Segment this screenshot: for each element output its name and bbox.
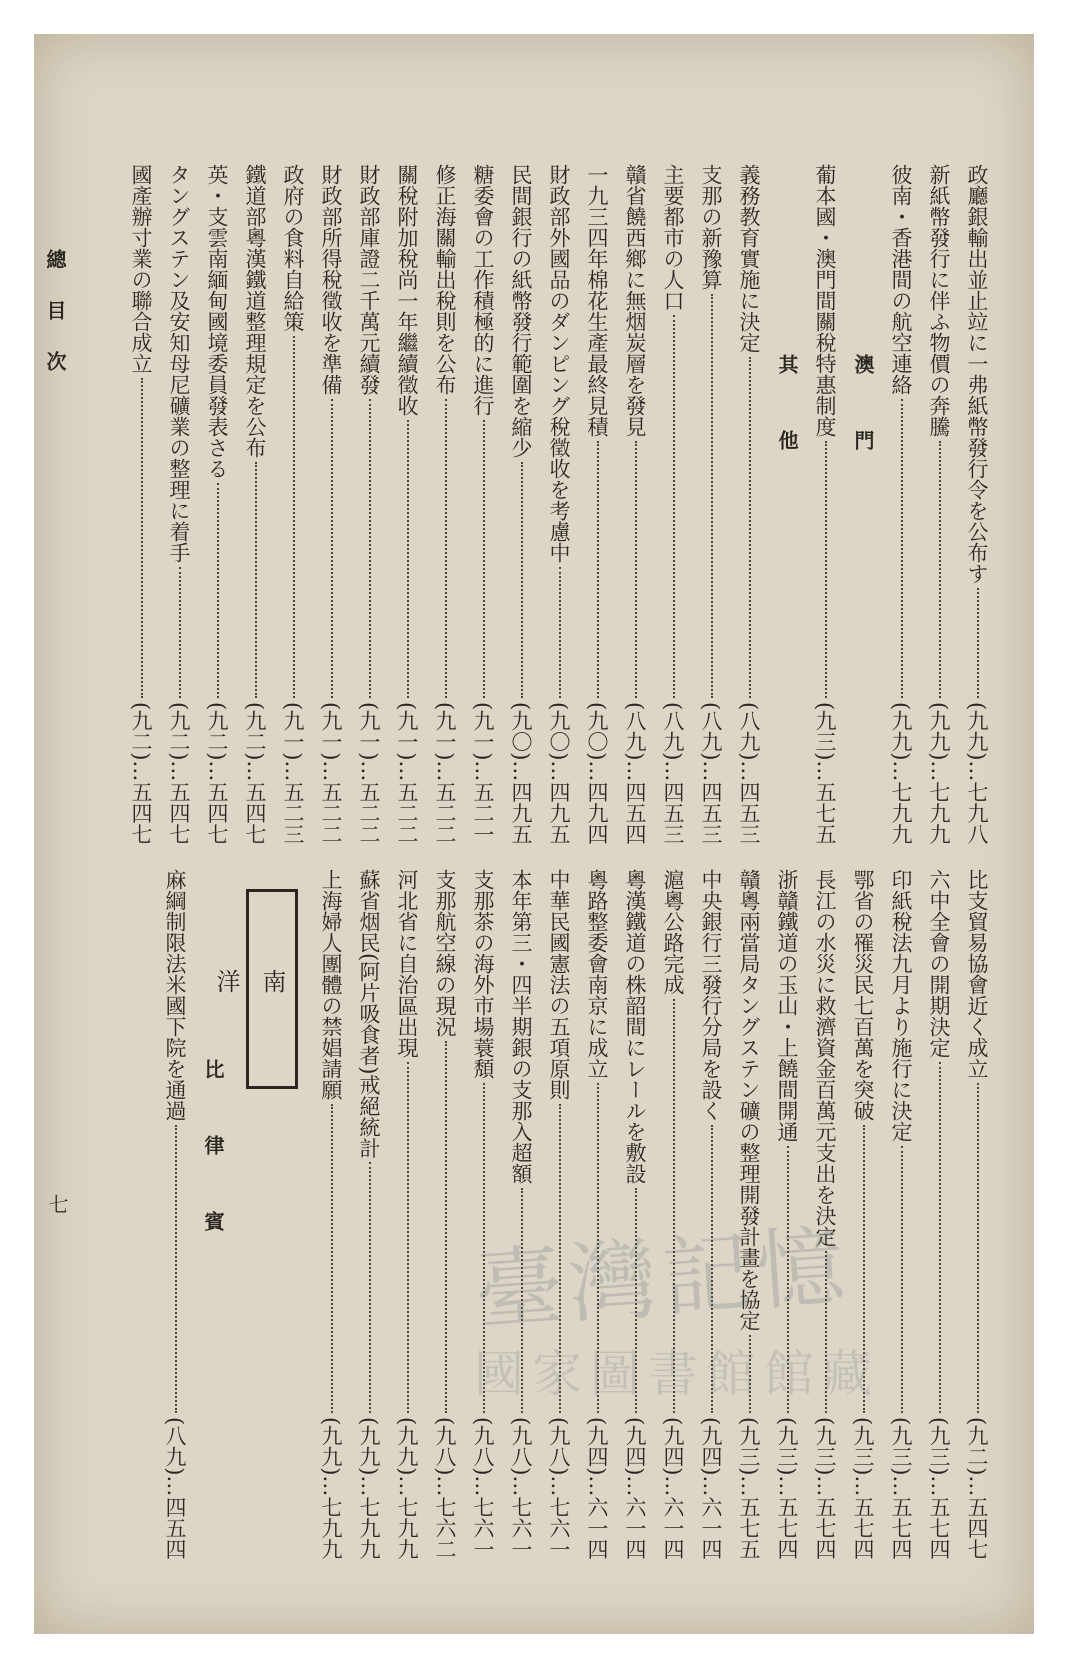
toc-entry (464, 164, 502, 844)
entry-title: 浙贛鐵道の玉山・上饒間開通 (775, 869, 799, 1142)
dot-leader (139, 378, 143, 698)
entry-page-ref: (九三)…五七四 (775, 1416, 799, 1559)
toc-entry (692, 164, 730, 844)
toc-entry (540, 869, 578, 1559)
toc-entry (806, 164, 844, 844)
entry-title: 主要都市の人口 (661, 164, 685, 311)
dot-leader (177, 567, 181, 698)
entry-title: 比支貿易協會近く成立 (965, 869, 989, 1079)
document-page (34, 34, 1034, 1634)
entry-title: 印紙稅法九月より施行に決定 (889, 869, 913, 1142)
toc-entry (464, 869, 502, 1559)
entry-page-ref: (九三)…五七四 (851, 1416, 875, 1559)
section-heading: 澳 門 (851, 354, 875, 468)
toc-entry (350, 869, 388, 1559)
entry-title: 支那茶の海外市場蓑頽 (471, 869, 495, 1079)
dot-leader (443, 399, 447, 698)
toc-entry (160, 164, 198, 844)
entry-title: 六中全會の開期決定 (927, 869, 951, 1058)
dot-leader (747, 357, 751, 698)
dot-leader (367, 399, 371, 698)
dot-leader (747, 1335, 751, 1413)
entry-page-ref: (九〇)…四九五 (547, 701, 571, 844)
entry-page-ref: (九一)…五二三 (281, 701, 305, 844)
entry-page-ref: (九八)…七六一 (509, 1416, 533, 1559)
entry-page-ref: (九〇)…四九五 (509, 701, 533, 844)
toc-entry (502, 869, 540, 1559)
toc-entry (882, 164, 920, 844)
entry-title: 政府の食料自給策 (281, 164, 305, 332)
dot-leader (709, 1125, 713, 1413)
page-number: 七 (45, 1194, 69, 1214)
entry-title: 財政部外國品のダンピング稅徵收を考慮中 (547, 164, 571, 563)
toc-entry (616, 869, 654, 1559)
entry-title: 國產辦寸業の聯合成立 (129, 164, 153, 374)
dot-leader (405, 1062, 409, 1413)
toc-entry (312, 869, 350, 1559)
entry-page-ref: (九九)…七九九 (889, 701, 913, 844)
watermark-sub: 國家圖書館館藏 (474, 1345, 880, 1403)
section-heading: 比 律 賓 (201, 1059, 225, 1249)
dot-leader (173, 1125, 177, 1413)
entry-title: 粵漢鐵道の株韶間にレールを敷設 (623, 869, 647, 1184)
toc-entry (388, 164, 426, 844)
toc-entry (540, 164, 578, 844)
entry-title: 糖委會の工作積極的に進行 (471, 164, 495, 416)
toc-entry (236, 164, 274, 844)
toc-entry (274, 164, 312, 844)
toc-entry (502, 164, 540, 844)
toc-entry (730, 164, 768, 844)
dot-leader (633, 441, 637, 698)
toc-entry (958, 869, 996, 1559)
entry-title: 義務教育實施に決定 (737, 164, 761, 353)
entry-page-ref: (九三)…五七四 (927, 1416, 951, 1559)
toc-entry (198, 164, 236, 844)
entry-title: 蘇省烟民(阿片吸食者)戒絕統計 (357, 869, 381, 1159)
entry-page-ref: (八九)…四五三 (737, 701, 761, 844)
entry-title: 鄂省の罹災民七百萬を突破 (851, 869, 875, 1121)
entry-page-ref: (九一)…五二二 (319, 701, 343, 844)
entry-page-ref: (九二)…五四七 (167, 701, 191, 844)
dot-leader (899, 1146, 903, 1413)
toc-entry (122, 164, 160, 844)
dot-leader (481, 1083, 485, 1413)
toc-entry (388, 869, 426, 1559)
dot-leader (329, 1104, 333, 1413)
dot-leader (405, 420, 409, 698)
dot-leader (253, 462, 257, 698)
entry-page-ref: (九九)…七九九 (395, 1416, 419, 1559)
entry-title: 葡本國・澳門間關稅特惠制度 (813, 164, 837, 437)
entry-title: タングステン及安知母尼礦業の整理に着手 (167, 164, 191, 563)
dot-leader (937, 441, 941, 698)
entry-title: 鐵道部粵漢鐵道整理規定を公布 (243, 164, 267, 458)
entry-page-ref: (八九)…四五三 (661, 701, 685, 844)
entry-title: 支那航空線の現況 (433, 869, 457, 1037)
entry-page-ref: (九二)…五四七 (129, 701, 153, 844)
dot-leader (709, 294, 713, 698)
dot-leader (481, 420, 485, 698)
entry-page-ref: (九四)…六一四 (623, 1416, 647, 1559)
toc-upper-section (76, 164, 996, 844)
entry-page-ref: (九一)…五二二 (395, 701, 419, 844)
toc-entry (654, 869, 692, 1559)
toc-entry (958, 164, 996, 844)
entry-page-ref: (九四)…六一四 (585, 1416, 609, 1559)
dot-leader (785, 1146, 789, 1413)
watermark-main: 臺灣記憶 (471, 1214, 854, 1343)
dot-leader (671, 999, 675, 1413)
dot-leader (557, 567, 561, 698)
toc-entry (920, 869, 958, 1559)
dot-leader (291, 336, 295, 698)
dot-leader (215, 483, 219, 698)
dot-leader (861, 1125, 865, 1413)
toc-entry (312, 164, 350, 844)
entry-title: 麻綱制限法米國下院を通過 (163, 869, 187, 1121)
entry-title: 關稅附加稅尚一年繼續徵收 (395, 164, 419, 416)
entry-page-ref: (九一)…五二二 (357, 701, 381, 844)
entry-page-ref: (九一)…五二二 (433, 701, 457, 844)
entry-page-ref: (九二)…五四七 (965, 1416, 989, 1559)
toc-entry (882, 869, 920, 1559)
entry-title: 本年第三・四半期銀の支那入超額 (509, 869, 533, 1184)
entry-title: 中央銀行三發行分局を設く (699, 869, 723, 1121)
entry-page-ref: (九二)…五四七 (243, 701, 267, 844)
dot-leader (937, 1062, 941, 1413)
entry-page-ref: (八九)…四五四 (163, 1416, 187, 1559)
entry-page-ref: (九八)…七六一 (547, 1416, 571, 1559)
toc-entry (350, 164, 388, 844)
dot-leader (823, 441, 827, 698)
dot-leader (823, 1251, 827, 1413)
entry-page-ref: (九四)…六一四 (699, 1416, 723, 1559)
dot-leader (899, 399, 903, 698)
entry-page-ref: (九三)…五七四 (813, 1416, 837, 1559)
entry-title: 河北省に自治區出現 (395, 869, 419, 1058)
entry-title: 一九三四年棉花生產最終見積 (585, 164, 609, 437)
entry-page-ref: (九三)…五七五 (737, 1416, 761, 1559)
entry-title: 滬粵公路完成 (661, 869, 685, 995)
entry-title: 粵路整委會南京に成立 (585, 869, 609, 1079)
entry-page-ref: (八九)…四五四 (623, 701, 647, 844)
dot-leader (975, 588, 979, 698)
entry-title: 政廳銀輸出並止竝に一弗紙幣發行令を公布す (965, 164, 989, 584)
entry-title: 支那の新豫算 (699, 164, 723, 290)
region-heading-box: 南 洋 (246, 889, 298, 1089)
section-heading: 其 他 (775, 354, 799, 468)
entry-title: 新紙幣發行に伴ふ物價の奔騰 (927, 164, 951, 437)
dot-leader (329, 399, 333, 698)
toc-entry (578, 869, 616, 1559)
entry-page-ref: (九八)…七六二 (433, 1416, 457, 1559)
toc-entry (730, 869, 768, 1559)
dot-leader (595, 441, 599, 698)
dot-leader (519, 1188, 523, 1413)
entry-title: 民間銀行の紙幣發行範圍を縮少 (509, 164, 533, 458)
volume-title: 總 目 次 (43, 249, 67, 383)
entry-page-ref: (九九)…七九八 (965, 701, 989, 844)
entry-page-ref: (九〇)…四九四 (585, 701, 609, 844)
entry-page-ref: (九三)…五七四 (889, 1416, 913, 1559)
dot-leader (975, 1083, 979, 1413)
toc-entry (806, 869, 844, 1559)
entry-title: 贛粵兩當局タングステン礦の整理開發計畫を協定 (737, 869, 761, 1331)
entry-page-ref: (九九)…七九九 (927, 701, 951, 844)
entry-title: 贛省饒西鄉に無烟炭層を發見 (623, 164, 647, 437)
entry-title: 修正海關輸出稅則を公布 (433, 164, 457, 395)
dot-leader (633, 1188, 637, 1413)
entry-page-ref: (九八)…七六一 (471, 1416, 495, 1559)
entry-page-ref: (八九)…四五三 (699, 701, 723, 844)
toc-entry (654, 164, 692, 844)
toc-entry (578, 164, 616, 844)
dot-leader (519, 462, 523, 698)
entry-page-ref: (九九)…七九九 (357, 1416, 381, 1559)
dot-leader (671, 315, 675, 698)
toc-entry (616, 164, 654, 844)
toc-entry (692, 869, 730, 1559)
entry-title: 財政部庫證二千萬元續發 (357, 164, 381, 395)
toc-lower-section (76, 869, 996, 1559)
entry-page-ref: (九四)…六一四 (661, 1416, 685, 1559)
entry-title: 財政部所得稅徵收を準備 (319, 164, 343, 395)
dot-leader (367, 1162, 371, 1412)
toc-entry (156, 869, 194, 1559)
toc-entry (920, 164, 958, 844)
toc-entry (844, 869, 882, 1559)
toc-entry (426, 869, 464, 1559)
dot-leader (595, 1083, 599, 1413)
entry-title: 彼南・香港間の航空連絡 (889, 164, 913, 395)
entry-title: 長江の水災に救濟資金百萬元支出を決定 (813, 869, 837, 1247)
entry-title: 中華民國憲法の五項原則 (547, 869, 571, 1100)
entry-page-ref: (九二)…五四七 (205, 701, 229, 844)
entry-page-ref: (九一)…五二一 (471, 701, 495, 844)
entry-page-ref: (九九)…七九九 (319, 1416, 343, 1559)
entry-page-ref: (九三)…五七五 (813, 701, 837, 844)
toc-entry (426, 164, 464, 844)
entry-title: 英・支雲南緬甸國境委員發表さる (205, 164, 229, 479)
toc-entry (768, 869, 806, 1559)
dot-leader (443, 1041, 447, 1413)
entry-title: 上海婦人團體の禁娼請願 (319, 869, 343, 1100)
dot-leader (557, 1104, 561, 1413)
